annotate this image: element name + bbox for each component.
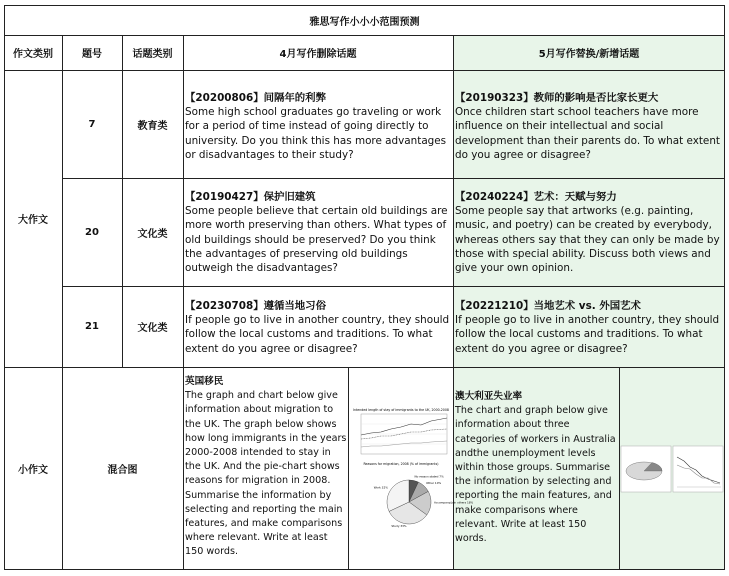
small-may-title: 澳大利亚失业率	[455, 391, 523, 402]
small-may-text: The chart and graph below give information about three categories of workers in Australia andthe unemployment levels within those groups. Summarise the information by selecting and reporting the main features, and make comparisons where relevant. Write at least 150 words.	[455, 405, 616, 545]
row-1-number: 7	[88, 118, 96, 130]
row-2-may-title: 【20240224】艺术：天赋与努力	[455, 191, 617, 203]
line-panel	[673, 446, 723, 492]
row-1-may-prompt	[453, 89, 725, 164]
header-may: 5月写作替换/新增话题	[538, 49, 640, 60]
australia-unemployment-thumbnail	[620, 445, 724, 493]
row-2-april-text: Some people believe that certain old buildings are more worth preserving than others. What types of old buildings should be preserved? Do you think the advantages of preserving old buildings outweigh the disadvantages?	[185, 205, 448, 275]
pie-slice-label: Accompany/join others 18%	[434, 500, 474, 505]
row-1-topic-type: 教育类	[137, 120, 168, 132]
line-graph-title: Intended length of stay of immigrants to the UK, 2000-2008	[353, 408, 449, 412]
small-april-title: 英国移民	[185, 376, 224, 387]
row-3-may-prompt	[453, 297, 725, 358]
small-april-text: The graph and chart below give information about migration to the UK. The graph below shows how long immigrants in the years 2000-2008 intended to stay in the UK. And the pie-chart shows reasons for migration in 2008. Summarise the information by selecting and reporting the main features, and make comparisons where relevant. Write at least 150 words.	[185, 390, 347, 558]
small-may-prompt	[455, 390, 619, 546]
row-3-april-prompt	[183, 297, 453, 358]
row-2-topic-type: 文化类	[137, 228, 168, 240]
row-3-april-text: If people go to live in another country, they should follow the local customs and traditions. To what extent do you agree or disagree?	[185, 314, 450, 355]
header-topic-type: 话题类别	[132, 49, 173, 60]
pie-slice-label: Work 32%	[373, 485, 388, 490]
row-1-may-title: 【20190323】教师的影响是否比家长更大	[455, 92, 659, 104]
line-graph-grid	[361, 424, 447, 444]
header-april: 4月写作删除话题	[279, 49, 357, 60]
row-2-number: 20	[85, 226, 99, 238]
row-2-april-title: 【20190427】保护旧建筑	[185, 191, 316, 203]
small-essay-type: 混合图	[107, 465, 138, 476]
row-3-may-text: If people go to live in another country, they should follow the local customs and traditions. To what extent do you agree or disagree?	[455, 314, 720, 355]
header-category: 作文类别	[13, 49, 53, 60]
small-april-prompt	[185, 375, 347, 560]
page-title: 雅思写作小小小范围预测	[309, 16, 420, 28]
row-3-topic-type: 文化类	[137, 323, 168, 334]
row-2-may-prompt	[453, 188, 725, 277]
series-line-1	[361, 418, 447, 435]
row-3-may-title: 【20221210】当地艺术 vs. 外国艺术	[455, 300, 641, 312]
row-2-april-prompt	[183, 188, 453, 277]
pie-slice-label: No reason stated 7%	[414, 474, 444, 479]
row-2-may-text: Some people say that artworks (e.g. painting, music, and poetry) can be created by everybody, whereas others say that they can only be made by those with special ability. Discuss both views and give your own opinion.	[455, 205, 720, 275]
header-number: 题号	[82, 49, 102, 60]
row-1-april-prompt	[183, 89, 453, 164]
pie-slice-label: Other 10%	[426, 480, 442, 485]
small-essay-label: 小作文	[18, 465, 48, 476]
row-3-number: 21	[85, 321, 99, 332]
row-1-may-text: Once children start school teachers have more influence on their intellectual and social development than their parents do. To what extent do you agree or disagree?	[455, 106, 720, 161]
row-3-april-title: 【20230708】遵循当地习俗	[185, 300, 326, 312]
forecast-table	[4, 5, 725, 570]
big-essay-label: 大作文	[18, 215, 48, 226]
row-1-april-title: 【20200806】间隔年的利弊	[185, 92, 326, 104]
row-1-april-text: Some high school graduates go traveling or work for a period of time instead of going directly to university. Do you think this has more advantages or disadvantages to their study?	[185, 106, 447, 161]
uk-migration-thumbnail	[349, 405, 474, 535]
pie-title: Reasons for migration, 2008 (% of immigrants)	[363, 462, 439, 466]
pie-slice-label: Study 33%	[391, 523, 407, 528]
